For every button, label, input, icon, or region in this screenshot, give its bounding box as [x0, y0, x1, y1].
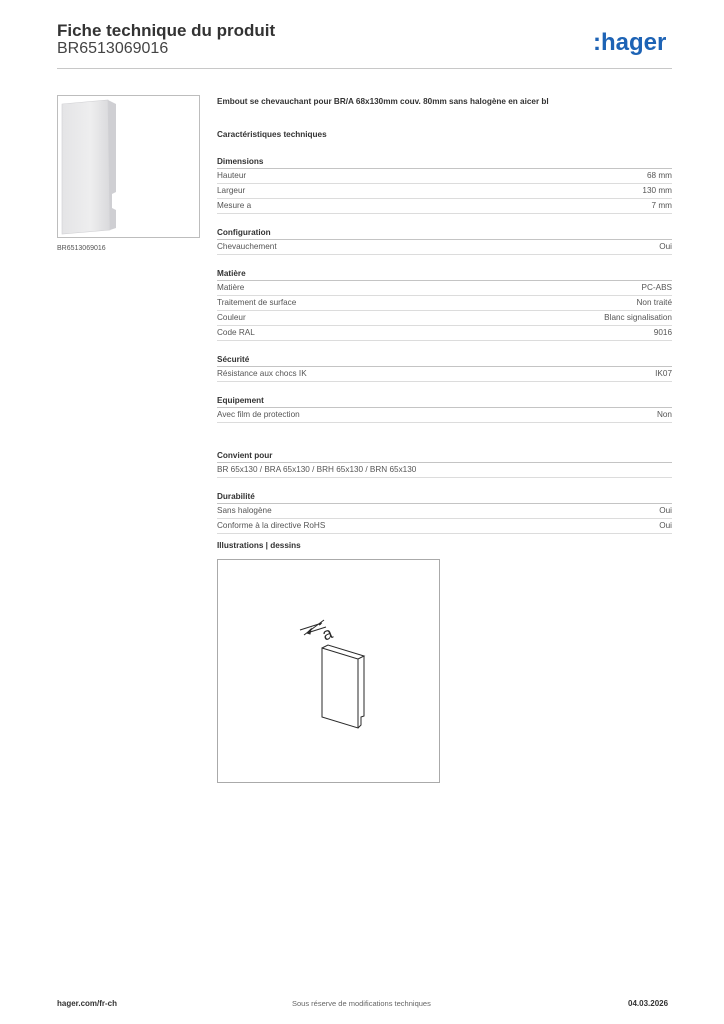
section-dimensions: [217, 157, 672, 214]
row-value: Non: [656, 410, 672, 419]
product-reference: BR6513069016: [57, 40, 169, 57]
table-row: [217, 281, 672, 296]
table-row: [217, 169, 672, 184]
row-label: Hauteur: [217, 171, 247, 180]
dimension-label: a: [319, 623, 336, 645]
technical-drawing: [217, 559, 440, 783]
row-label: Couleur: [217, 313, 246, 322]
section-title: Sécurité: [217, 355, 672, 367]
table-row: [217, 504, 672, 519]
section-configuration: [217, 228, 672, 255]
row-value: IK07: [655, 369, 672, 378]
section-convient-pour: [217, 451, 672, 478]
row-value: Oui: [659, 521, 672, 530]
row-label: Mesure a: [217, 201, 252, 210]
row-label: Code RAL: [217, 328, 255, 337]
row-value: PC-ABS: [641, 283, 672, 292]
technical-sheet: [217, 97, 672, 534]
section-durabilite: [217, 492, 672, 534]
table-row: [217, 519, 672, 534]
product-description: Embout se chevauchant pour BR/A 68x130mm couv. 80mm sans halogène en aicer bl: [217, 97, 549, 106]
table-row: [217, 184, 672, 199]
row-value: Oui: [659, 242, 672, 251]
row-label: Sans halogène: [217, 506, 272, 515]
table-row: [217, 296, 672, 311]
row-label: Résistance aux chocs IK: [217, 369, 307, 378]
row-value: 130 mm: [642, 186, 672, 195]
page-title: Fiche technique du produit: [57, 21, 276, 40]
header-divider: [57, 68, 672, 69]
row-value: Oui: [659, 506, 672, 515]
table-row: [217, 367, 672, 382]
section-title: Configuration: [217, 228, 672, 240]
section-title: Dimensions: [217, 157, 672, 169]
footer-date: 04.03.2026: [628, 999, 669, 1008]
row-label: Conforme à la directive RoHS: [217, 521, 326, 530]
section-title: Convient pour: [217, 451, 672, 463]
table-row: [217, 408, 672, 423]
row-value: 9016: [653, 328, 672, 337]
end-cap-drawing: [218, 560, 439, 782]
section-matiere: [217, 269, 672, 341]
section-title: Equipement: [217, 396, 672, 408]
row-label: Chevauchement: [217, 242, 277, 251]
table-row: [217, 199, 672, 214]
row-label: Traitement de surface: [217, 298, 297, 307]
product-photo-image: [58, 96, 199, 237]
section-equipement: [217, 396, 672, 423]
row-label: Matière: [217, 283, 245, 292]
footer-website-link[interactable]: hager.com/fr-ch: [57, 999, 118, 1008]
row-value: Blanc signalisation: [604, 313, 672, 322]
product-photo: [57, 95, 200, 238]
table-row: [217, 311, 672, 326]
photo-caption: BR6513069016: [57, 245, 106, 252]
row-label: Largeur: [217, 186, 246, 195]
footer-note: Sous réserve de modifications techniques: [292, 999, 431, 1008]
table-row: [217, 326, 672, 341]
compatible-products: BR 65x130 / BRA 65x130 / BRH 65x130 / BRN 65x130: [217, 463, 672, 478]
row-value: Non traité: [636, 298, 672, 307]
section-title: Durabilité: [217, 492, 672, 504]
row-value: 7 mm: [651, 201, 672, 210]
hager-logo[interactable]: [593, 28, 675, 58]
row-label: Avec film de protection: [217, 410, 300, 419]
illustrations-heading: Illustrations | dessins: [217, 541, 301, 550]
section-title: Matière: [217, 269, 672, 281]
logo-text: :hager: [593, 29, 667, 56]
table-row: [217, 240, 672, 255]
section-securite: [217, 355, 672, 382]
row-value: 68 mm: [646, 171, 672, 180]
characteristics-heading: Caractéristiques techniques: [217, 130, 327, 139]
